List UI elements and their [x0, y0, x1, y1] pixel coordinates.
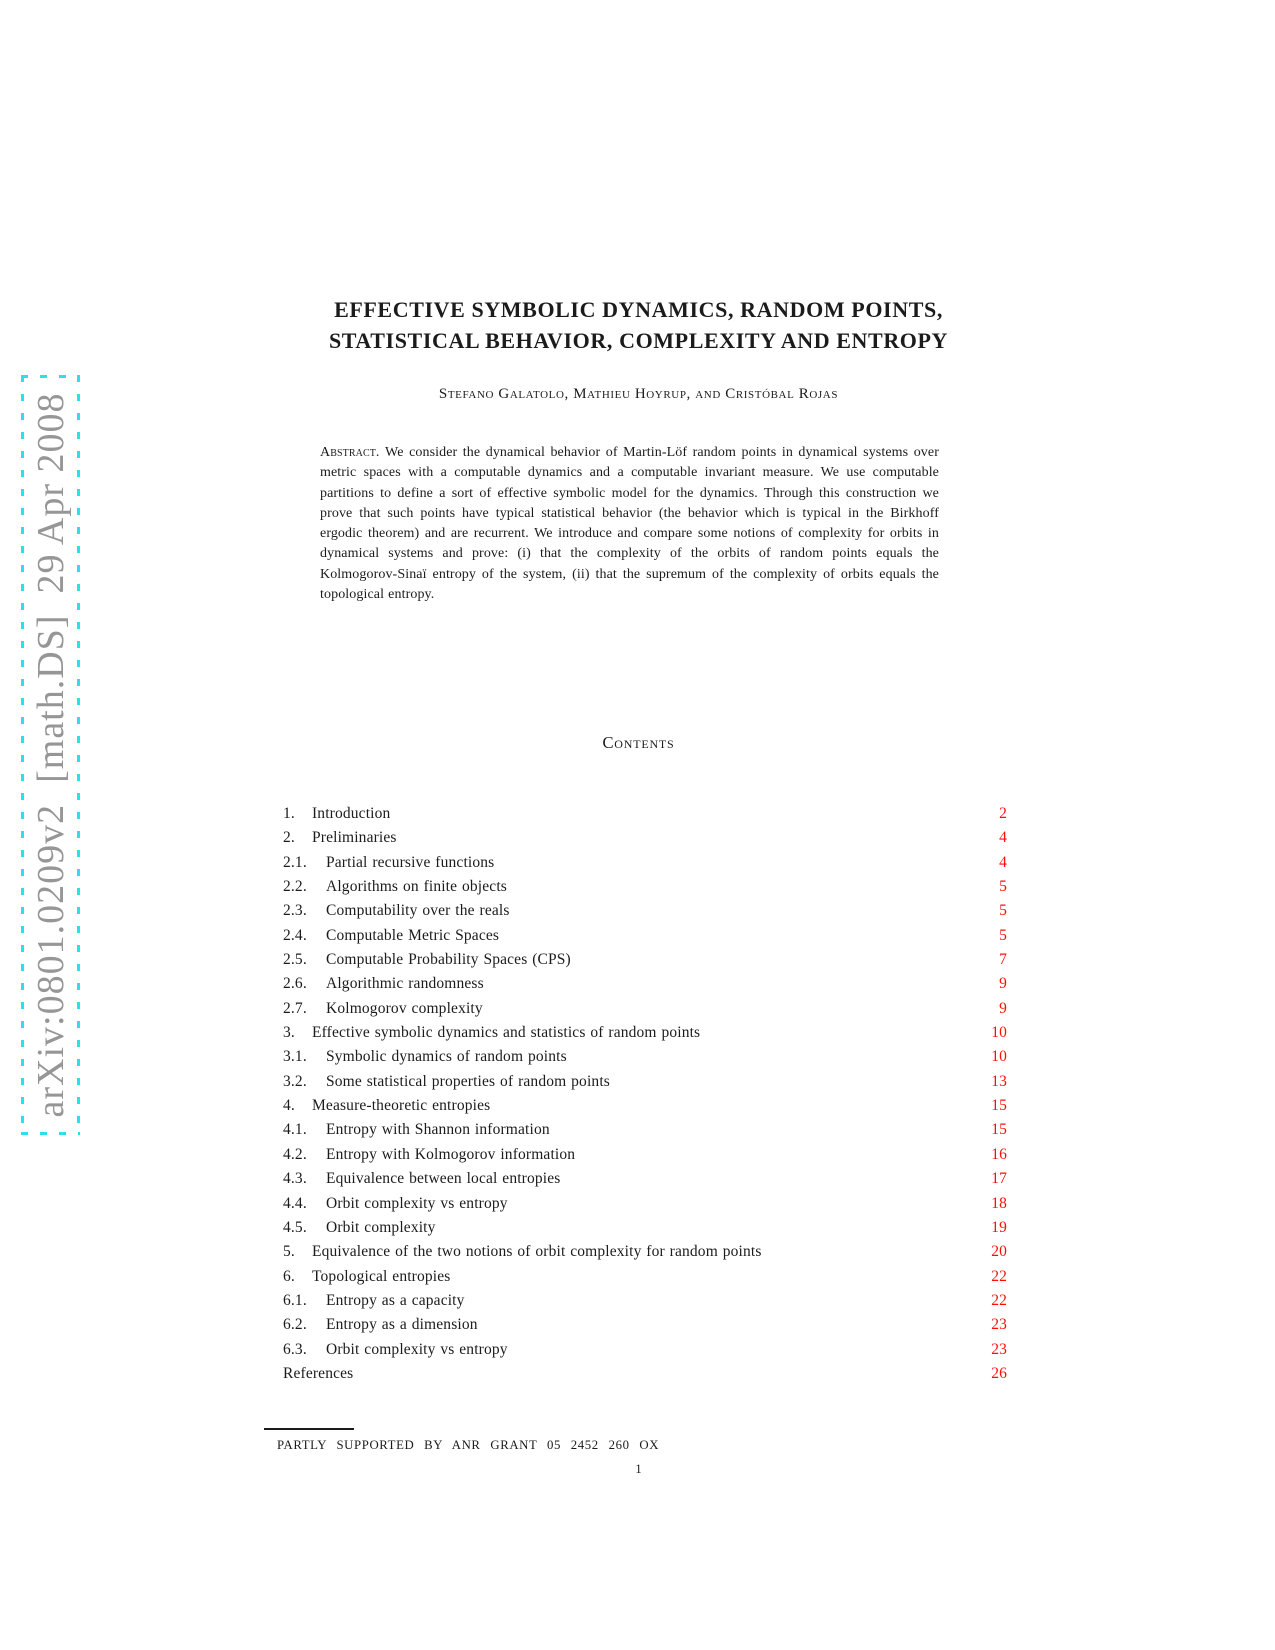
toc-row: [283, 1094, 1007, 1118]
toc-page-link[interactable]: 22: [991, 1291, 1007, 1309]
toc-section-title: Computable Metric Spaces: [326, 926, 500, 944]
toc-row: [283, 997, 1007, 1021]
toc-page-link[interactable]: 5: [999, 902, 1007, 920]
toc-section-title: Effective symbolic dynamics and statistics of random points: [312, 1024, 701, 1042]
toc-row: [283, 1070, 1007, 1094]
toc-section-number: 3.1.: [283, 1048, 307, 1066]
toc-row: [283, 1021, 1007, 1045]
toc-page-link[interactable]: 18: [991, 1194, 1007, 1212]
page-number: 1: [635, 1462, 642, 1476]
toc-page-link[interactable]: 4: [999, 829, 1007, 847]
toc-page-link[interactable]: 10: [991, 1048, 1007, 1066]
toc-page-link[interactable]: 13: [991, 1072, 1007, 1090]
toc-page-link[interactable]: 9: [999, 975, 1007, 993]
toc-page-link[interactable]: 5: [999, 926, 1007, 944]
toc-section-number: 4.5.: [283, 1218, 307, 1236]
toc-row: [283, 1192, 1007, 1216]
toc-page-link[interactable]: 10: [991, 1024, 1007, 1042]
toc-section-number: 1.: [283, 805, 295, 822]
authors-line: Stefano Galatolo, Mathieu Hoyrup, and Cristóbal Rojas: [438, 386, 839, 402]
toc-section-title: Entropy as a dimension: [326, 1316, 478, 1334]
toc-section-title: Equivalence of the two notions of orbit complexity for random points: [312, 1243, 762, 1261]
toc-section-title: Algorithms on finite objects: [326, 878, 507, 896]
toc-row: [283, 1289, 1007, 1313]
toc-page-link[interactable]: 23: [991, 1316, 1007, 1334]
toc-section-number: 3.: [283, 1024, 295, 1042]
toc-page-link[interactable]: 19: [991, 1218, 1007, 1236]
toc-row: [283, 1143, 1007, 1167]
toc-section-number: 2.6.: [283, 975, 307, 993]
toc-row: [283, 1313, 1007, 1337]
toc-page-link[interactable]: 26: [991, 1364, 1007, 1382]
toc-page-link[interactable]: 15: [991, 1121, 1007, 1139]
toc-section-number: 4.: [283, 1097, 295, 1115]
abstract-text: We consider the dynamical behavior of Martin-Löf random points in dynamical systems over metric spaces with a computable dynamics and a computable invariant measure. We use computable partitions to define a sort of effective symbolic model for the dynamics. Through this construction we prove that such points have typical statistical behavior (the behavior which is typical in the Birkhoff ergodic theorem) and are recurrent. We introduce and compare some notions of complexity for orbits in dynamical systems and prove: (i) that the complexity of the orbits of random points equals the Kolmogorov-Sinaï entropy of the system, (ii) that the supremum of the complexity of orbits equals the topological entropy.: [320, 445, 939, 603]
paper-title-line-1: EFFECTIVE SYMBOLIC DYNAMICS, RANDOM POINTS,: [334, 297, 943, 322]
footnote-text: PARTLY SUPPORTED BY ANR GRANT 05 2452 260 OX: [277, 1438, 660, 1452]
toc-section-number: 2.: [283, 829, 295, 847]
toc-section-number: 6.2.: [283, 1316, 307, 1334]
toc-row: [283, 1216, 1007, 1240]
toc-row: [283, 1045, 1007, 1069]
toc-row: [283, 972, 1007, 996]
toc-row: [283, 1167, 1007, 1191]
toc-section-number: 2.5.: [283, 951, 307, 969]
toc-section-title: Symbolic dynamics of random points: [326, 1048, 567, 1066]
toc-section-number: 5.: [283, 1243, 295, 1261]
arxiv-identifier-text: arXiv:0801.0209v2 [math.DS] 29 Apr 2008: [29, 392, 72, 1118]
toc-row: [283, 875, 1007, 899]
toc-section-title: Algorithmic randomness: [326, 975, 484, 993]
contents-heading: Contents: [602, 733, 675, 752]
toc-section-title: Introduction: [312, 805, 391, 822]
toc-row: [283, 1362, 1007, 1386]
toc-row: [283, 924, 1007, 948]
stamp-dashed-line-right: [77, 375, 80, 1135]
toc-page-link[interactable]: 15: [991, 1097, 1007, 1115]
toc-section-title: Partial recursive functions: [326, 853, 495, 871]
toc-section-title: Entropy with Kolmogorov information: [326, 1145, 576, 1163]
arxiv-stamp: [21, 375, 80, 1135]
toc-section-title: Some statistical properties of random points: [326, 1072, 610, 1090]
toc-section-title: Equivalence between local entropies: [326, 1170, 561, 1188]
toc-row: [283, 826, 1007, 850]
toc-row: [283, 1265, 1007, 1289]
toc-page-link[interactable]: 9: [999, 999, 1007, 1017]
toc-page-link[interactable]: 7: [999, 951, 1007, 969]
toc-row: [283, 948, 1007, 972]
toc-row: [283, 802, 1007, 826]
abstract-block: [320, 443, 939, 605]
toc-page-link[interactable]: 4: [999, 853, 1007, 871]
toc-section-title: Computability over the reals: [326, 902, 510, 920]
toc-page-link[interactable]: 20: [991, 1243, 1007, 1261]
toc-section-title: Orbit complexity vs entropy: [326, 1194, 508, 1212]
footnote-rule: [264, 1428, 354, 1430]
toc-section-number: 6.1.: [283, 1291, 307, 1309]
paper-title-line-2: STATISTICAL BEHAVIOR, COMPLEXITY AND ENTROPY: [328, 328, 949, 353]
toc-section-number: 2.4.: [283, 926, 307, 944]
toc-row: [283, 1240, 1007, 1264]
toc-section-title: Entropy with Shannon information: [326, 1121, 550, 1139]
toc-section-title: Measure-theoretic entropies: [312, 1097, 491, 1115]
toc-section-number: 3.2.: [283, 1072, 307, 1090]
toc-section-number: 2.2.: [283, 878, 307, 896]
abstract-label: Abstract.: [320, 445, 380, 460]
toc-row: [283, 899, 1007, 923]
toc-section-number: 4.4.: [283, 1194, 307, 1212]
toc-page-link[interactable]: 5: [999, 878, 1007, 896]
toc-section-number: 4.3.: [283, 1170, 307, 1188]
toc-section-number: 6.: [283, 1267, 295, 1285]
toc-section-title: Preliminaries: [312, 829, 397, 847]
table-of-contents: [283, 802, 1007, 1386]
toc-section-number: 6.3.: [283, 1340, 307, 1358]
toc-section-number: 2.1.: [283, 853, 307, 871]
stamp-dashed-line-bottom: [21, 1132, 80, 1135]
toc-section-title: Orbit complexity vs entropy: [326, 1340, 508, 1358]
toc-row: [283, 1118, 1007, 1142]
toc-section-title: Topological entropies: [312, 1267, 451, 1285]
toc-section-title: Kolmogorov complexity: [326, 999, 483, 1017]
toc-section-title: Computable Probability Spaces (CPS): [326, 951, 571, 969]
toc-row: [283, 1338, 1007, 1362]
paper-title: [270, 294, 1007, 356]
toc-section-title: Orbit complexity: [326, 1218, 436, 1236]
toc-page-link[interactable]: 23: [991, 1340, 1007, 1358]
toc-section-number: 4.2.: [283, 1145, 307, 1163]
toc-page-link[interactable]: 2: [999, 805, 1007, 822]
toc-section-number: 2.3.: [283, 902, 307, 920]
stamp-dashed-line-left: [21, 375, 24, 1135]
toc-row: [283, 851, 1007, 875]
stamp-dashed-line-top: [21, 375, 80, 378]
toc-section-title: References: [283, 1364, 354, 1382]
toc-section-title: Entropy as a capacity: [326, 1291, 465, 1309]
toc-page-link[interactable]: 22: [991, 1267, 1007, 1285]
toc-page-link[interactable]: 16: [991, 1145, 1007, 1163]
toc-section-number: 4.1.: [283, 1121, 307, 1139]
toc-section-number: 2.7.: [283, 999, 307, 1017]
toc-page-link[interactable]: 17: [991, 1170, 1007, 1188]
